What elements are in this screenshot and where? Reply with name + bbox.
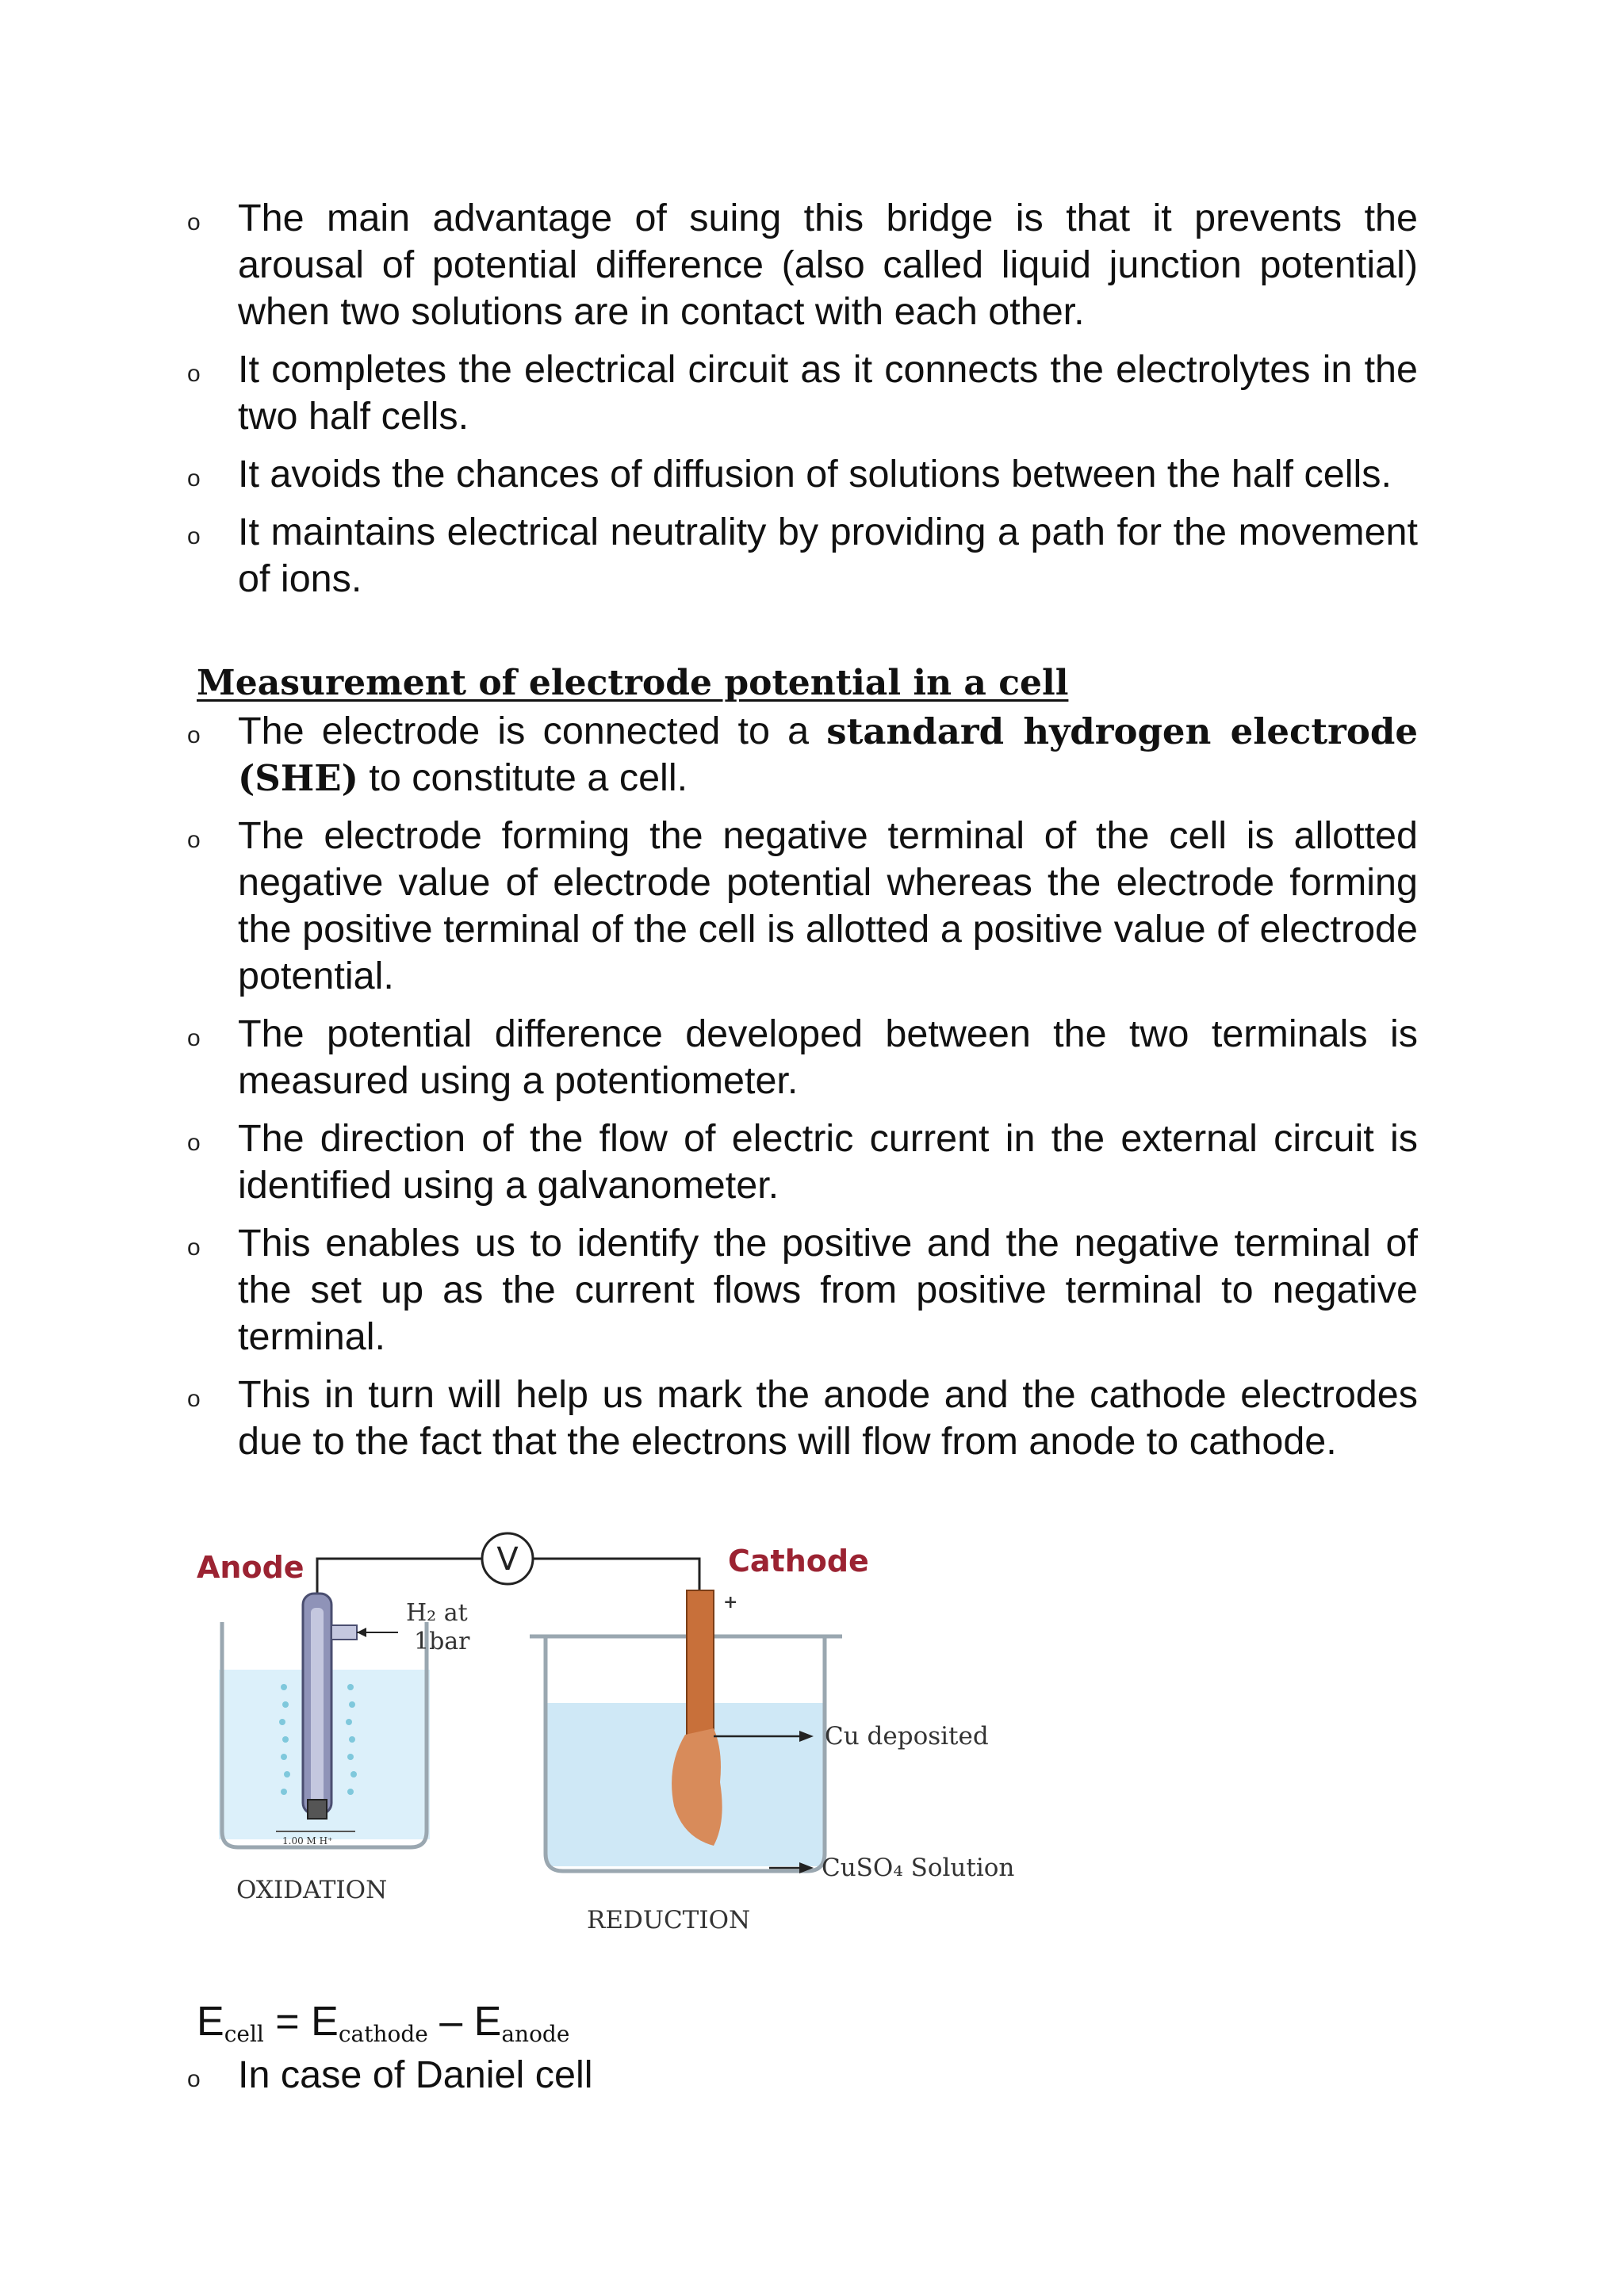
list-item-text: It completes the electrical circuit as it connects the electrolytes in the two half cells. — [238, 348, 1418, 438]
bullet-icon: o — [187, 722, 201, 748]
equation-subscript: cell — [224, 2021, 264, 2047]
bullet-icon: o — [187, 2066, 201, 2092]
cuso4-solution-label: CuSO₄ Solution — [822, 1854, 1015, 1882]
list-item-text: This enables us to identify the positive and the negative terminal of the set up as the current flows from positive terminal to negative terminal. — [238, 1222, 1418, 1358]
list-item-text: In case of Daniel cell — [238, 2053, 593, 2096]
equation-symbol: E — [311, 1999, 339, 2045]
bullet-icon: o — [187, 465, 201, 492]
bullet-icon: o — [187, 1130, 201, 1156]
voltmeter-icon — [482, 1533, 533, 1584]
bullet-icon: o — [187, 209, 201, 235]
list-item-text: The direction of the flow of electric current in the external circuit is identified using a galvanometer. — [238, 1117, 1418, 1207]
list-item — [0, 813, 1624, 1000]
reduction-label: REDUCTION — [587, 1906, 751, 1934]
bullet-list-salt-bridge — [0, 195, 1624, 614]
bullet-icon: o — [187, 827, 201, 853]
bullet-icon: o — [187, 523, 201, 549]
cell-potential-equation — [197, 1998, 569, 2047]
text-post: to constitute a cell. — [358, 756, 688, 799]
list-item — [0, 1115, 1624, 1209]
list-item — [0, 1011, 1624, 1104]
list-item — [0, 451, 1624, 498]
list-item-text: It maintains electrical neutrality by providing a path for the movement of ions. — [238, 511, 1418, 600]
list-item-text: It avoids the chances of diffusion of solutions between the half cells. — [238, 453, 1392, 496]
equation-symbol: E — [197, 1999, 224, 2045]
list-item — [0, 1220, 1624, 1360]
oxidation-label: OXIDATION — [236, 1876, 388, 1904]
bullet-icon: o — [187, 1386, 201, 1412]
list-item — [0, 346, 1624, 440]
h2-label: H₂ at — [406, 1599, 468, 1627]
bullet-icon: o — [187, 1234, 201, 1261]
list-item-text: The electrode forming the negative terminal of the cell is allotted negative value of electrode potential whereas the electrode forming the positive terminal of the cell is allotted a positive value of electrode potential. — [238, 814, 1418, 997]
voltmeter-label: V — [496, 1541, 519, 1578]
text-bold-term: standard hydrogen electrode (SHE) — [238, 710, 1418, 799]
bullet-list-measurement — [0, 708, 1624, 1476]
list-item — [0, 1372, 1624, 1465]
section-heading: Measurement of electrode potential in a cell — [197, 663, 1069, 703]
list-item — [0, 509, 1624, 603]
equation-subscript: anode — [501, 2021, 570, 2047]
list-item-text: The main advantage of suing this bridge is that it prevents the arousal of potential difference (also called liquid junction potential) when two solutions are in contact with each other. — [238, 197, 1418, 333]
list-item-text: This in turn will help us mark the anode and the cathode electrodes due to the fact that the electrons will flow from anode to cathode. — [238, 1373, 1418, 1463]
list-item-text — [238, 708, 1418, 802]
pressure-label: 1bar — [414, 1628, 470, 1655]
concentration-label: 1.00 M H⁺ — [282, 1835, 333, 1846]
bullet-icon: o — [187, 361, 201, 387]
cathode-label: Cathode — [728, 1544, 869, 1578]
list-item — [0, 195, 1624, 335]
equation-operator: = — [263, 1999, 312, 2045]
electrochemical-cell-diagram — [190, 1521, 1015, 1965]
list-item — [0, 708, 1624, 802]
equation-operator: – — [427, 1999, 474, 2045]
list-item-text: The potential difference developed between the two terminals is measured using a potentiometer. — [238, 1012, 1418, 1102]
list-item — [0, 2052, 1624, 2099]
anode-label: Anode — [197, 1550, 304, 1585]
equation-symbol: E — [473, 1999, 502, 2045]
cu-deposited-label: Cu deposited — [825, 1722, 989, 1751]
bullet-icon: o — [187, 1025, 201, 1051]
equation-subscript: cathode — [338, 2021, 428, 2047]
plus-sign: + — [723, 1592, 738, 1613]
text-pre: The electrode is connected to a — [238, 710, 827, 752]
